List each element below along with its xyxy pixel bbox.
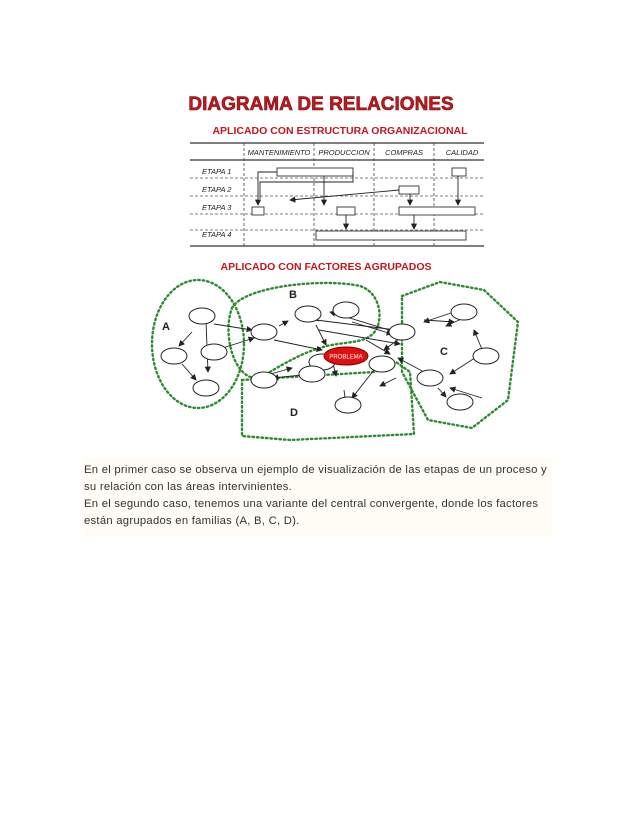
activity-box [316, 231, 466, 240]
factor-node [333, 302, 359, 318]
caption-line: En el primer caso se observa un ejemplo de visualización de las etapas de un proceso y [84, 464, 547, 476]
factor-node [389, 324, 415, 340]
activity-box [399, 186, 419, 194]
group-label-b: B [289, 289, 297, 301]
activity-box [252, 207, 264, 215]
relations-diagram-figure [84, 72, 550, 454]
column-header: PRODUCCION [318, 148, 370, 157]
factor-node [251, 372, 277, 388]
caption-line: En el segundo caso, tenemos una variante del central convergente, donde los factores [84, 498, 539, 510]
subtitle-organizational: APLICADO CON ESTRUCTURA ORGANIZACIONAL [212, 125, 468, 137]
group-label-c: C [440, 346, 448, 358]
organizational-table [190, 143, 484, 246]
stage-label: ETAPA 1 [202, 167, 232, 176]
subtitle-grouped-factors: APLICADO CON FACTORES AGRUPADOS [220, 261, 432, 273]
caption-line: están agrupados en familias (A, B, C, D). [84, 515, 300, 527]
activity-box [277, 168, 353, 176]
caption-line: su relación con las áreas intervinientes. [84, 481, 293, 493]
problem-label: PROBLEMA [329, 354, 363, 361]
activity-box [452, 168, 466, 176]
factor-node [189, 308, 215, 324]
factor-node [251, 324, 277, 340]
factor-node [473, 348, 499, 364]
factor-node [299, 366, 325, 382]
factor-node [201, 344, 227, 360]
column-header: COMPRAS [385, 148, 423, 157]
stage-label: ETAPA 4 [202, 230, 232, 239]
group-label-a: A [162, 321, 170, 333]
factor-node [447, 394, 473, 410]
activity-box [337, 207, 355, 215]
factor-node [369, 356, 395, 372]
factor-node [335, 397, 361, 413]
factor-node [193, 380, 219, 396]
stage-label: ETAPA 3 [202, 203, 232, 212]
activity-box [399, 207, 475, 215]
factor-node [451, 304, 477, 320]
figure-caption [84, 458, 552, 536]
factor-node [417, 370, 443, 386]
column-header: CALIDAD [445, 148, 479, 157]
column-header: MANTENIMIENTO [247, 148, 311, 157]
figure-title: DIAGRAMA DE RELACIONES [188, 94, 454, 115]
stage-label: ETAPA 2 [202, 185, 232, 194]
group-label-d: D [290, 407, 298, 419]
factor-node [295, 306, 321, 322]
factor-node [161, 348, 187, 364]
